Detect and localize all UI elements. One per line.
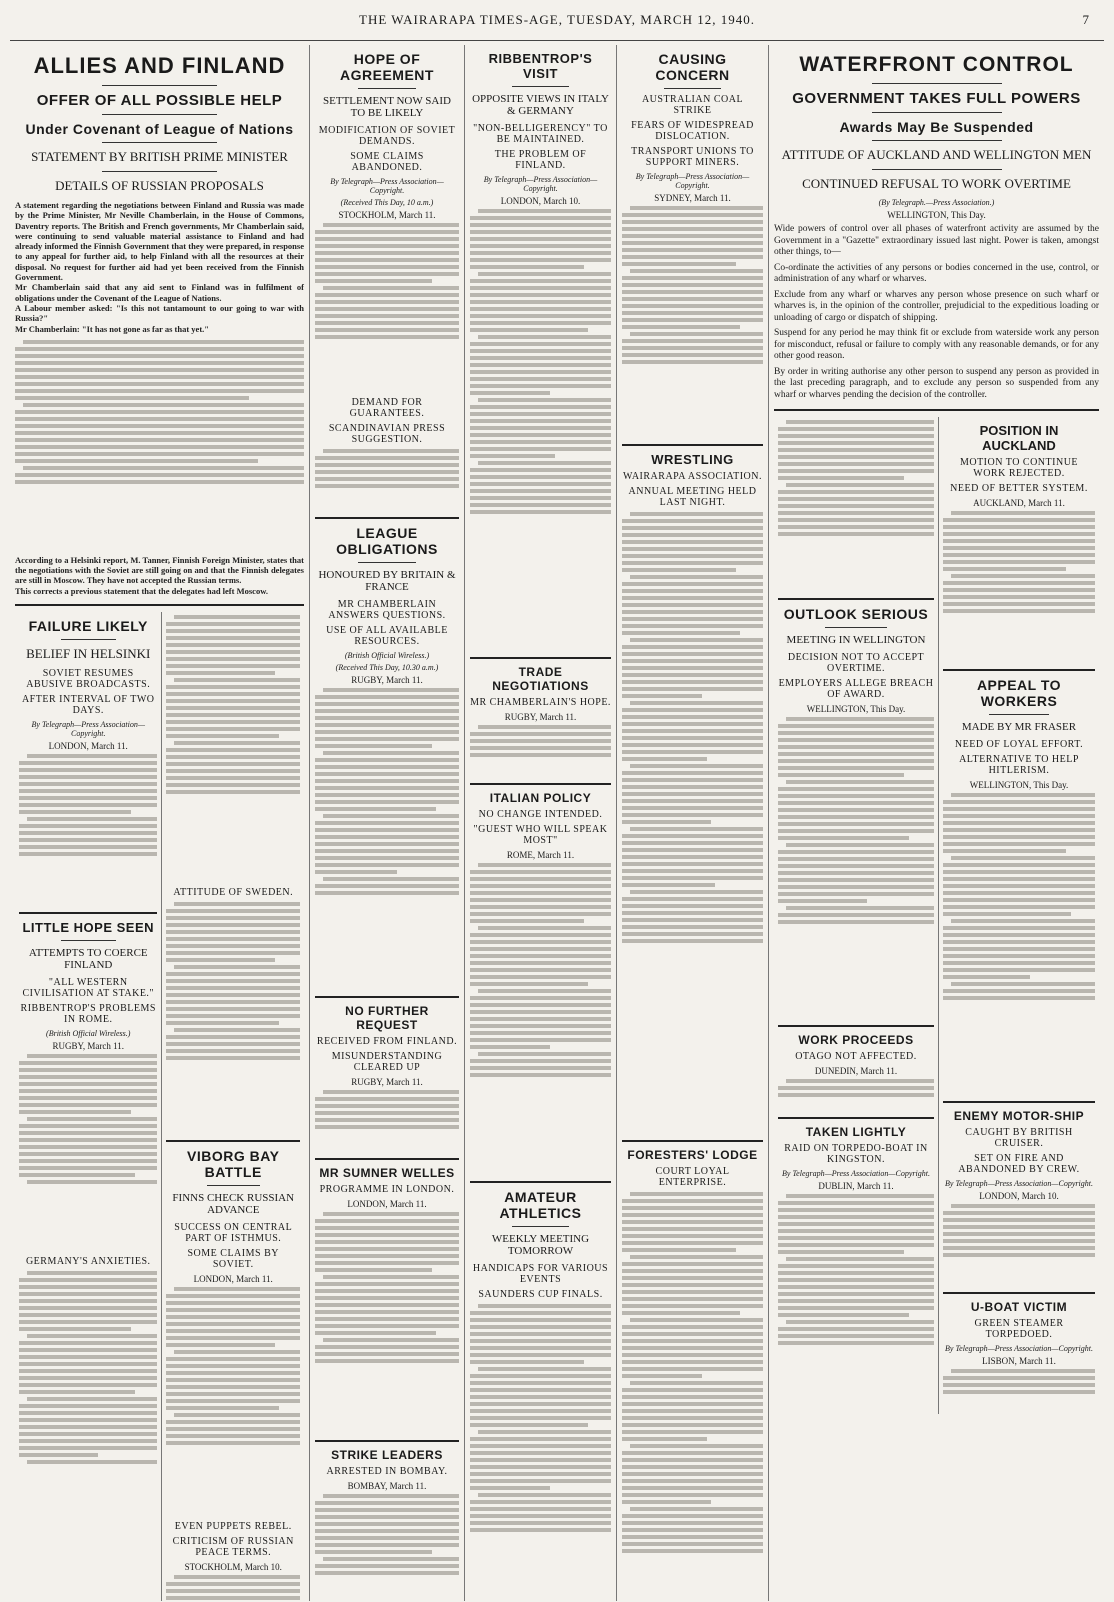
divider <box>315 1158 459 1160</box>
headline-appeal-workers: APPEAL TO WORKERS <box>976 677 1062 709</box>
article-text-block <box>315 688 459 988</box>
subhead-no-change: NO CHANGE INTENDED. <box>478 809 603 820</box>
article-text-block <box>622 206 763 436</box>
subhead-western-civilisation: "ALL WESTERN CIVILISATION AT STAKE." <box>22 977 155 1000</box>
masthead-title: THE WAIRARAPA TIMES-AGE, TUESDAY, MARCH 12, 1940. <box>359 12 755 27</box>
credit-line: (British Official Wireless.) <box>46 1029 131 1039</box>
subhead-arrested-bombay: ARRESTED IN BOMBAY. <box>326 1466 448 1477</box>
subhead-raid-torpedo-boat: RAID ON TORPEDO-BOAT IN KINGSTON. <box>784 1143 928 1165</box>
divider <box>102 85 218 86</box>
subhead-puppets-rebel: EVEN PUPPETS REBEL. <box>174 1521 292 1533</box>
article-text-block <box>470 209 611 649</box>
paragraph: Mr Chamberlain: "It has not gone as far as that yet." <box>15 323 209 334</box>
divider <box>207 1185 260 1186</box>
divider <box>943 669 1095 671</box>
paragraph: Mr Chamberlain said that any aid sent to Finland was in fulfilment of obligations under the Covenant of the League of Nations. <box>15 282 304 303</box>
received-line: (Received This Day, 10.30 a.m.) <box>335 663 439 672</box>
credit-line: (British Official Wireless.) <box>344 651 430 660</box>
subhead-settlement: SETTLEMENT NOW SAID TO BE LIKELY <box>323 95 451 119</box>
headline-work-proceeds: WORK PROCEEDS <box>798 1033 914 1047</box>
credit-line: By Telegraph—Press Association—Copyright. <box>945 1344 1093 1353</box>
divider <box>315 996 459 998</box>
article-text-block <box>19 1054 157 1252</box>
divider <box>989 714 1050 715</box>
headline-strike-leaders: STRIKE LEADERS <box>331 1448 443 1462</box>
dateline: RUGBY, March 11. <box>52 1041 124 1052</box>
article-text-block <box>19 1271 157 1551</box>
divider <box>61 639 116 640</box>
subhead-success-isthmus: SUCCESS ON CENTRAL PART OF ISTHMUS. <box>174 1222 293 1245</box>
dateline: SYDNEY, March 11. <box>654 193 731 203</box>
subhead-ribbentrop-problems: RIBBENTROP'S PROBLEMS IN ROME. <box>20 1003 156 1026</box>
subhead-made-by-fraser: MADE BY MR FRASER <box>961 721 1077 733</box>
subhead-british-cruiser: CAUGHT BY BRITISH CRUISER. <box>965 1127 1073 1149</box>
subhead-honoured: HONOURED BY BRITAIN & FRANCE <box>318 569 456 593</box>
article-text-block <box>315 223 459 393</box>
subhead-court-loyal: COURT LOYAL ENTERPRISE. <box>655 1166 730 1188</box>
article-text-block <box>622 1192 763 1601</box>
subhead-claims-abandoned: SOME CLAIMS ABANDONED. <box>350 151 424 173</box>
headline-taken-lightly: TAKEN LIGHTLY <box>805 1125 907 1139</box>
dateline: RUGBY, March 11. <box>351 1077 423 1087</box>
divider <box>778 1025 934 1027</box>
headline-no-further-request: NO FURTHER REQUEST <box>345 1004 429 1032</box>
received-line: (Received This Day, 10 a.m.) <box>340 198 434 207</box>
headline-failure-likely: FAILURE LIKELY <box>28 618 148 635</box>
headline-uboat-victim: U-BOAT VICTIM <box>970 1300 1068 1314</box>
power-item: Co-ordinate the activities of any persons or bodies concerned in the use, control, or administration of any wharf or wharves. <box>774 262 1099 284</box>
columns <box>10 45 1104 1601</box>
subhead-awards-suspended: Awards May Be Suspended <box>839 119 1034 135</box>
credit-line: (By Telegraph.—Press Association.) <box>878 198 995 207</box>
article-text-block <box>943 511 1095 661</box>
credit-line: By Telegraph—Press Association—Copyright. <box>782 1169 930 1178</box>
article-text-block <box>470 863 611 1173</box>
divider <box>102 171 218 172</box>
column-allies-finland <box>10 45 310 1601</box>
divider <box>872 169 1002 170</box>
subhead-germany-anxieties: GERMANY'S ANXIETIES. <box>25 1256 151 1268</box>
subhead-programme-london: PROGRAMME IN LONDON. <box>319 1184 455 1195</box>
dateline: STOCKHOLM, March 10. <box>184 1562 282 1573</box>
subhead-auckland-wellington: ATTITUDE OF AUCKLAND AND WELLINGTON MEN <box>781 147 1092 162</box>
article-text-block <box>943 1369 1095 1409</box>
divider <box>15 604 304 606</box>
divider <box>358 88 416 89</box>
subhead-otago: OTAGO NOT AFFECTED. <box>795 1051 917 1062</box>
subhead-belief-helsinki: BELIEF IN HELSINKI <box>26 646 151 662</box>
subhead-full-powers: GOVERNMENT TAKES FULL POWERS <box>792 90 1081 107</box>
subhead-demand-guarantees: DEMAND FOR GUARANTEES. <box>349 397 425 419</box>
subhead-wairarapa-association: WAIRARAPA ASSOCIATION. <box>623 471 762 482</box>
article-text-block <box>778 717 934 1017</box>
divider <box>943 1292 1095 1294</box>
headline-ribbentrop-visit: RIBBENTROP'S VISIT <box>488 51 593 81</box>
article-text-block <box>315 1212 459 1432</box>
divider <box>102 114 218 115</box>
divider <box>470 783 611 785</box>
article-text-block <box>315 1494 459 1601</box>
page-number: 7 <box>1082 12 1090 27</box>
subhead-alternative-hitlerism: ALTERNATIVE TO HELP HITLERISM. <box>959 754 1079 776</box>
dateline: LONDON, March 11. <box>48 741 128 752</box>
column-causing-concern <box>617 45 769 1601</box>
dateline: WELLINGTON, This Day. <box>887 210 986 220</box>
headline-viborg-bay: VIBORG BAY BATTLE <box>187 1148 280 1181</box>
headline-causing-concern: CAUSING CONCERN <box>655 51 730 83</box>
headline-foresters-lodge: FORESTERS' LODGE <box>627 1148 758 1162</box>
subhead-details: DETAILS OF RUSSIAN PROPOSALS <box>55 178 264 193</box>
credit-line: By Telegraph—Press Association—Copyright. <box>635 172 750 190</box>
dateline: LONDON, March 11. <box>193 1274 273 1285</box>
subhead-saunders-cup: SAUNDERS CUP FINALS. <box>478 1289 603 1300</box>
masthead <box>10 0 1104 41</box>
column1-lower-right <box>162 612 304 1601</box>
article-text-block <box>622 512 763 1132</box>
headline-enemy-motor-ship: ENEMY MOTOR-SHIP <box>953 1109 1085 1123</box>
column-hope-agreement <box>310 45 465 1601</box>
subhead-misunderstanding: MISUNDERSTANDING CLEARED UP <box>331 1051 443 1073</box>
article-text-block <box>166 902 300 1132</box>
subhead-opposite-views: OPPOSITE VIEWS IN ITALY & GERMANY <box>472 93 609 117</box>
paragraph: A Labour member asked: "Is this not tantamount to our going to war with Russia?" <box>15 302 304 324</box>
dateline: DUBLIN, March 11. <box>818 1181 894 1191</box>
subhead-loyal-effort: NEED OF LOYAL EFFORT. <box>954 739 1084 750</box>
divider <box>778 1117 934 1119</box>
headline-league-obligations: LEAGUE OBLIGATIONS <box>336 525 438 557</box>
subhead-set-on-fire: SET ON FIRE AND ABANDONED BY CREW. <box>958 1153 1080 1175</box>
dateline: LONDON, March 10. <box>979 1191 1059 1201</box>
subhead-received-finland: RECEIVED FROM FINLAND. <box>316 1036 458 1047</box>
dateline: LONDON, March 11. <box>347 1199 427 1209</box>
divider <box>872 140 1002 141</box>
subhead-chamberlain-answers: MR CHAMBERLAIN ANSWERS QUESTIONS. <box>328 599 446 621</box>
headline-outlook-serious: OUTLOOK SERIOUS <box>783 606 929 622</box>
divider <box>470 657 611 659</box>
divider <box>664 88 720 89</box>
dateline: STOCKHOLM, March 11. <box>338 210 436 220</box>
divider <box>470 1181 611 1183</box>
article-text-block <box>315 449 459 509</box>
divider <box>778 598 934 600</box>
subhead-finns-check: FINNS CHECK RUSSIAN ADVANCE <box>172 1192 295 1217</box>
divider <box>102 142 218 143</box>
column5-lower-left <box>774 417 939 1414</box>
divider <box>19 912 157 914</box>
column1-lower-left <box>15 612 162 1601</box>
headline-hope-agreement: HOPE OF AGREEMENT <box>340 51 434 83</box>
subhead-soviet-claims: SOME CLAIMS BY SOVIET. <box>187 1248 279 1271</box>
headline-little-hope: LITTLE HOPE SEEN <box>22 920 154 936</box>
power-item: Suspend for any period he may think fit or exclude from waterside work any person for misconduct, refusal or failure to comply with any reasonable demands, or for any other good reason. <box>774 328 1099 361</box>
subhead-non-belligerency: "NON-BELLIGERENCY" TO BE MAINTAINED. <box>473 123 608 145</box>
article-text-block <box>943 1204 1095 1284</box>
subhead-offer-help: OFFER OF ALL POSSIBLE HELP <box>36 92 283 109</box>
article-text-block <box>778 420 934 590</box>
article-text-block <box>166 1575 300 1601</box>
credit-line: By Telegraph—Press Association—Copyright. <box>945 1179 1093 1188</box>
article-text-block <box>166 615 300 883</box>
divider <box>825 627 887 628</box>
article-text-block <box>778 1079 934 1109</box>
dateline: RUGBY, March 11. <box>504 712 577 722</box>
dateline: ROME, March 11. <box>506 850 575 860</box>
dateline: LONDON, March 10. <box>500 196 581 206</box>
subhead-available-resources: USE OF ALL AVAILABLE RESOURCES. <box>326 625 448 647</box>
subhead-annual-meeting: ANNUAL MEETING HELD LAST NIGHT. <box>628 486 757 508</box>
subhead-interval: AFTER INTERVAL OF TWO DAYS. <box>21 694 155 717</box>
subhead-guest: "GUEST WHO WILL SPEAK MOST" <box>473 824 608 846</box>
subhead-green-steamer: GREEN STEAMER TORPEDOED. <box>974 1318 1064 1340</box>
subhead-meeting-wellington: MEETING IN WELLINGTON <box>786 634 926 646</box>
power-item: By order in writing authorise any other person to suspend any person as provided in the last preceding paragraph, and to exclude any person so suspended from any wharf or wharves pending the decision of the controller. <box>774 366 1099 400</box>
divider <box>512 1226 568 1227</box>
article-text-block <box>470 725 611 775</box>
article-text-block <box>166 1287 300 1517</box>
article-text-block <box>943 793 1095 1093</box>
article-text-block <box>778 1194 934 1414</box>
subhead-breach-award: EMPLOYERS ALLEGE BREACH OF AWARD. <box>778 678 934 700</box>
divider <box>872 112 1002 113</box>
dateline: LISBON, March 11. <box>982 1356 1056 1366</box>
divider <box>622 1140 763 1142</box>
subhead-decision-overtime: DECISION NOT TO ACCEPT OVERTIME. <box>787 652 925 674</box>
dateline: DUNEDIN, March 11. <box>814 1066 898 1076</box>
subhead-handicaps: HANDICAPS FOR VARIOUS EVENTS <box>472 1263 609 1285</box>
lead-paragraph: Wide powers of control over all phases of waterfront activity are assumed by the Government in a "Gazette" extraordinary issued last night. Power is taken, amongst other things, to— <box>774 224 1099 257</box>
subhead-weekly-meeting: WEEKLY MEETING TOMORROW <box>491 1233 590 1257</box>
power-item: Exclude from any wharf or wharves any person whose presence on such wharf or wharves is, in the opinion of the controller, prejudicial to the expeditious loading or unloading of cargo or dispatch of shipping. <box>774 289 1099 323</box>
credit-line: By Telegraph—Press Association—Copyright. <box>483 175 598 193</box>
subhead-coal-strike: AUSTRALIAN COAL STRIKE <box>641 94 744 116</box>
credit-line: By Telegraph—Press Association—Copyright. <box>330 177 444 195</box>
lead-paragraph: A statement regarding the negotiations between Finland and Russia was made by the Prime Minister, Mr Neville Chamberlain, in the House of Commons, Daventry reports. The British and French governments, Mr Chamberlain said, were continuing to send valuable material assistance to Finland and had already informed the Finnish Government that they were prepared, in response to any appeal for further aid, to help Finland with all the resources at their disposal. No request for further aid had yet been received from the Finnish Government. <box>15 200 304 283</box>
headline-italian-policy: ITALIAN POLICY <box>489 791 592 805</box>
dateline: WELLINGTON, This Day. <box>806 704 906 714</box>
headline-allies-finland: ALLIES AND FINLAND <box>33 53 286 78</box>
divider <box>61 940 116 941</box>
article-text-block <box>470 1304 611 1601</box>
dateline: AUCKLAND, March 11. <box>973 498 1065 508</box>
headline-amateur-athletics: AMATEUR ATHLETICS <box>499 1189 582 1221</box>
headline-wrestling: WRESTLING <box>651 452 734 467</box>
subhead-problem-finland: THE PROBLEM OF FINLAND. <box>494 149 587 171</box>
divider <box>943 1101 1095 1103</box>
headline-sumner-welles: MR SUMNER WELLES <box>319 1166 455 1180</box>
subhead-motion-rejected: MOTION TO CONTINUE WORK REJECTED. <box>959 457 1079 479</box>
subhead-refusal-overtime: CONTINUED REFUSAL TO WORK OVERTIME <box>802 176 1071 191</box>
dateline: BOMBAY, March 11. <box>347 1481 427 1491</box>
headline-trade-negotiations: TRADE NEGOTIATIONS <box>492 665 589 693</box>
subhead-covenant: Under Covenant of League of Nations <box>25 121 294 137</box>
paragraph: According to a Helsinki report, M. Tanner, Finnish Foreign Minister, states that the negotiations with the Soviet are still going on and that the Finnish delegates are still in Moscow. They have not accepted the Russian terms. <box>15 554 304 586</box>
subhead-better-system: NEED OF BETTER SYSTEM. <box>950 483 1088 494</box>
headline-waterfront-control: WATERFRONT CONTROL <box>799 53 1074 76</box>
subhead-dislocation: FEARS OF WIDESPREAD DISLOCATION. <box>631 120 754 142</box>
subhead-chamberlain-hope: MR CHAMBERLAIN'S HOPE. <box>470 697 611 708</box>
subhead-soviet-broadcasts: SOVIET RESUMES ABUSIVE BROADCASTS. <box>26 668 151 691</box>
subhead-modification: MODIFICATION OF SOVIET DEMANDS. <box>318 125 456 147</box>
subhead-statement: STATEMENT BY BRITISH PRIME MINISTER <box>31 149 288 164</box>
credit-line: By Telegraph—Press Association—Copyright. <box>31 720 145 739</box>
column1-lower <box>15 612 304 1601</box>
subhead-transport-unions: TRANSPORT UNIONS TO SUPPORT MINERS. <box>631 146 754 168</box>
column-waterfront-control <box>769 45 1104 1601</box>
paragraph: This corrects a previous statement that the delegates had left Moscow. <box>15 585 268 596</box>
divider <box>872 83 1002 84</box>
column5-lower <box>774 417 1099 1414</box>
subhead-coerce-finland: ATTEMPTS TO COERCE FINLAND <box>28 947 148 972</box>
divider <box>315 517 459 519</box>
article-text-block <box>315 1090 459 1150</box>
subhead-criticism-terms: CRITICISM OF RUSSIAN PEACE TERMS. <box>172 1536 294 1559</box>
dateline: WELLINGTON, This Day. <box>969 780 1069 790</box>
headline-position-auckland: POSITION IN AUCKLAND <box>979 423 1059 453</box>
divider <box>622 444 763 446</box>
divider <box>166 1140 300 1142</box>
divider <box>512 86 568 87</box>
divider <box>774 409 1099 411</box>
column5-lower-right <box>939 417 1099 1414</box>
dateline: RUGBY, March 11. <box>351 675 423 685</box>
column-ribbentrop <box>465 45 617 1601</box>
article-text-block <box>19 754 157 904</box>
article-text-block <box>15 337 304 555</box>
subhead-attitude-sweden: ATTITUDE OF SWEDEN. <box>173 887 294 899</box>
divider <box>358 562 416 563</box>
subhead-scandinavian-press: SCANDINAVIAN PRESS SUGGESTION. <box>328 423 446 445</box>
divider <box>315 1440 459 1442</box>
